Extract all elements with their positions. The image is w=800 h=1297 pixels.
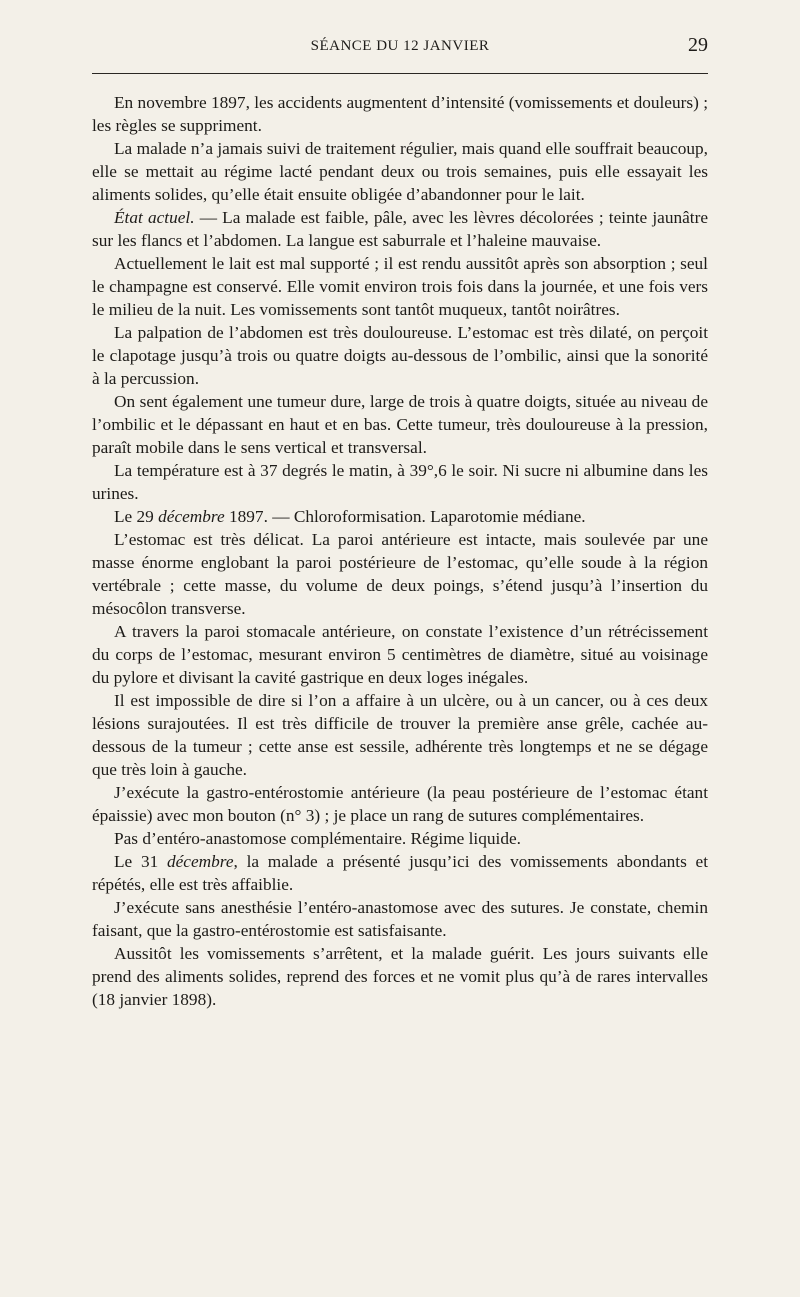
paragraph: En novembre 1897, les accidents augmentent d’intensité (vomissements et douleurs) ; les règles se suppriment. [92,93,708,135]
running-title: SÉANCE DU 12 JANVIER [310,38,490,54]
paragraph: La malade n’a jamais suivi de traitement régulier, mais quand elle souffrait beaucoup, elle se mettait au régime lacté pendant deux ou trois semaines, puis elle essayait les aliments solides, qu’elle était ensuite obligée d’abandonner pour le lait. [92,139,708,204]
paragraph: J’exécute sans anesthésie l’entéro-anastomose avec des sutures. Je constate, chemin faisant, que la gastro-entérostomie est satisfaisante. [92,898,708,940]
paragraph-text: — La malade est faible, pâle, avec les lèvres décolorées ; teinte jaunâtre sur les flancs et l’abdomen. La langue est saburrale et l’haleine mauvaise. [92,208,708,250]
paragraph: La palpation de l’abdomen est très douloureuse. L’estomac est très dilaté, on perçoit le clapotage jusqu’à trois ou quatre doigts au-dessous de l’ombilic, ainsi que la sonorité à la percussion. [92,323,708,388]
body-text [92,91,708,1011]
paragraph-text: Le 29 [114,507,159,526]
paragraph: La température est à 37 degrés le matin, à 39°,6 le soir. Ni sucre ni albumine dans les urines. [92,461,708,503]
paragraph-italic: décembre [158,507,225,526]
page-header [92,34,708,58]
paragraph-text: Le 31 [114,852,167,871]
paragraph-text: , la malade a présenté jusqu’ici des vomissements abondants et répétés, elle est très affaiblie. [92,852,709,894]
paragraph: Actuellement le lait est mal supporté ; il est rendu aussitôt après son absorption ; seul le champagne est conservé. Elle vomit environ trois fois dans la journée, et une fois vers le milieu de la nuit. Les vomissements sont tantôt muqueux, tantôt noirâtres. [92,254,708,319]
paragraph-italic: décembre [166,852,234,871]
paragraph [92,850,708,896]
paragraph: Pas d’entéro-anastomose complémentaire. Régime liquide. [114,829,521,848]
paragraph: L’estomac est très délicat. La paroi antérieure est intacte, mais soulevée par une masse énorme englobant la paroi postérieure de l’estomac, qu’elle soude à la région vertébrale ; cette masse, du volume de deux poings, s’étend jusqu’à l’insertion du mésocôlon transverse. [92,530,708,618]
paragraph: J’exécute la gastro-entérostomie antérieure (la peau postérieure de l’estomac étant épaissie) avec mon bouton (n° 3) ; je place un rang de sutures complémentaires. [92,783,708,825]
paragraph-text: 1897. — Chloroformisation. Laparotomie médiane. [224,507,586,526]
paragraph: Aussitôt les vomissements s’arrêtent, et la malade guérit. Les jours suivants elle prend des aliments solides, reprend des forces et ne vomit plus qu’à de rares intervalles (18 janvier 1898). [92,944,708,1009]
paragraph [92,206,708,252]
paragraph: On sent également une tumeur dure, large de trois à quatre doigts, située au niveau de l’ombilic et le dépassant en haut et en bas. Cette tumeur, très douloureuse à la pression, paraît mobile dans le sens vertical et transversal. [92,392,708,457]
paragraph: A travers la paroi stomacale antérieure, on constate l’existence d’un rétrécissement du corps de l’estomac, mesurant environ 5 centimètres de diamètre, situé au voisinage du pylore et divisant la cavité gastrique en deux loges inégales. [92,622,708,687]
page-number: 29 [688,34,708,56]
paragraph [92,505,708,528]
header-rule [92,73,708,74]
paragraph: Il est impossible de dire si l’on a affaire à un ulcère, ou à un cancer, ou à ces deux lésions surajoutées. Il est très difficile de trouver la première anse grêle, cachée au-dessous de la tumeur ; cette anse est sessile, adhérente très longtemps et ne se dégage que très loin à gauche. [92,691,708,779]
paragraph-italic: État actuel. [114,208,195,227]
